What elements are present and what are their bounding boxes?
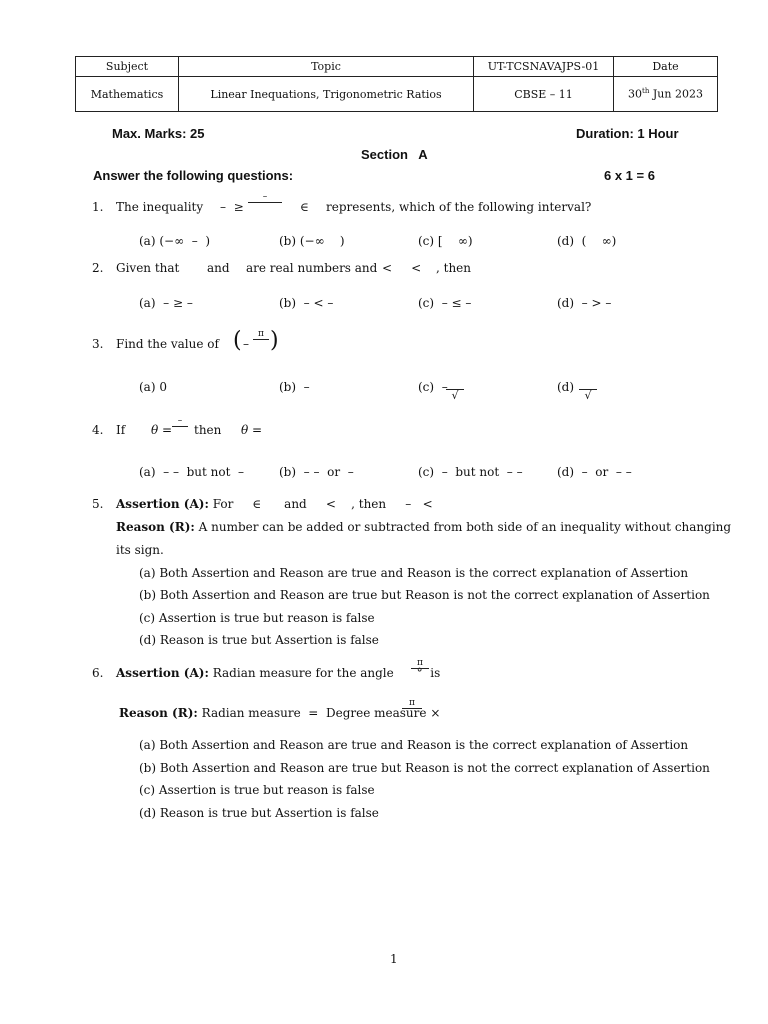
- marks-scheme: 6 x 1 = 6: [604, 168, 655, 183]
- q2-text-d: , then: [436, 261, 472, 275]
- q6-assertion: [116, 666, 440, 680]
- q5-number: 5.: [92, 497, 104, 511]
- q4-option-c: (c) – but not – –: [418, 465, 523, 479]
- q6-assertion-fraction: π: [411, 659, 429, 680]
- q6-option-c: (c) Assertion is true but reason is false: [139, 783, 375, 797]
- q5-option-a: (a) Both Assertion and Reason are true and Reason is the correct explanation of Assertion: [139, 566, 689, 580]
- q2-symbol: < <: [382, 261, 422, 275]
- q1-option-b: (b) (−∞ ): [279, 234, 345, 248]
- q2-option-b: (b) – < –: [279, 296, 334, 310]
- header-table: [75, 56, 718, 112]
- q2-text-b: and: [207, 261, 230, 275]
- q3-option-b: (b) –: [279, 380, 310, 394]
- q3-option-d: (d): [557, 380, 575, 394]
- q1-option-d: (d) ( ∞): [557, 234, 617, 248]
- topic-value: Linear Inequations, Trigonometric Ratios: [179, 77, 474, 112]
- q5-reason-label: Reason (R):: [116, 520, 195, 534]
- q3-option-c: (c) –: [418, 380, 448, 394]
- q5-reason-text: A number can be added or subtracted from both side of an inequality without changing: [194, 520, 732, 534]
- q4-rhs: θ =: [241, 423, 263, 437]
- q5-assertion-text: For ∈ and < , then – <: [208, 497, 433, 511]
- q3-left-paren: (: [233, 328, 242, 353]
- q1-text-start: The inequality: [116, 200, 204, 214]
- q6-assertion-text: Radian measure for the angle ° is: [208, 666, 441, 680]
- max-marks: Max. Marks: 25: [112, 126, 205, 141]
- q4-lhs: θ =: [151, 423, 173, 437]
- section-title: Section A: [361, 147, 428, 162]
- col-date-label: Date: [614, 57, 718, 77]
- q3-option-d-fraction: √: [579, 380, 597, 401]
- q2-text-c: are real numbers and: [246, 261, 378, 275]
- instruction: Answer the following questions:: [93, 168, 294, 183]
- q4-fraction: –: [172, 417, 188, 438]
- date-value: 30th Jun 2023: [614, 77, 718, 112]
- q6-option-b: (b) Both Assertion and Reason are true but Reason is not the correct explanation of Assertion: [139, 761, 710, 775]
- subject-value: Mathematics: [76, 77, 179, 112]
- col-topic-label: Topic: [179, 57, 474, 77]
- q4-then: then: [194, 423, 222, 437]
- col-subject-label: Subject: [76, 57, 179, 77]
- q1-symbol: – ≥: [220, 200, 244, 214]
- q2-number: 2.: [92, 261, 104, 275]
- q6-option-a: (a) Both Assertion and Reason are true and Reason is the correct explanation of Assertion: [139, 738, 689, 752]
- q5-option-d: (d) Reason is true but Assertion is false: [139, 633, 379, 647]
- q3-right-paren: ): [270, 328, 279, 353]
- q4-option-b: (b) – – or –: [279, 465, 354, 479]
- q3-option-a: (a) 0: [139, 380, 167, 394]
- q6-number: 6.: [92, 666, 104, 680]
- q1-option-a: (a) (−∞ – ): [139, 234, 211, 248]
- q4-if: If: [116, 423, 126, 437]
- q3-number: 3.: [92, 337, 104, 351]
- q5-option-c: (c) Assertion is true but reason is false: [139, 611, 375, 625]
- q5-reason-cont: its sign.: [116, 543, 164, 557]
- q3-text: Find the value of: [116, 337, 219, 351]
- q1-number: 1.: [92, 200, 104, 214]
- q5-assertion-label: Assertion (A):: [116, 497, 209, 511]
- q5-option-b: (b) Both Assertion and Reason are true but Reason is not the correct explanation of Assertion: [139, 588, 710, 602]
- q1-option-c: (c) [ ∞): [418, 234, 473, 248]
- q2-text-a: Given that: [116, 261, 180, 275]
- q4-number: 4.: [92, 423, 104, 437]
- q5-assertion: [116, 497, 433, 511]
- q4-option-a: (a) – – but not –: [139, 465, 245, 479]
- q6-reason-text: Radian measure = Degree measure ×: [197, 706, 441, 720]
- col-code-label: UT-TCSNAVAJPS-01: [474, 57, 614, 77]
- q1-element-of: ∈: [300, 200, 309, 214]
- q6-reason-label: Reason (R):: [119, 706, 198, 720]
- q4-option-d: (d) – or – –: [557, 465, 632, 479]
- q2-option-d: (d) – > –: [557, 296, 612, 310]
- q6-reason: [119, 706, 440, 720]
- code-value: CBSE – 11: [474, 77, 614, 112]
- q6-assertion-label: Assertion (A):: [116, 666, 209, 680]
- q1-fraction: –: [248, 193, 282, 214]
- q3-fraction: π: [253, 330, 269, 351]
- q6-reason-fraction: π: [402, 699, 422, 720]
- q2-option-a: (a) – ≥ –: [139, 296, 193, 310]
- q6-option-d: (d) Reason is true but Assertion is false: [139, 806, 379, 820]
- page-number: 1: [390, 952, 398, 966]
- q3-sign: –: [243, 337, 249, 351]
- q3-option-c-fraction: √: [446, 380, 464, 401]
- duration: Duration: 1 Hour: [576, 126, 679, 141]
- q2-option-c: (c) – ≤ –: [418, 296, 472, 310]
- q5-reason: [116, 520, 731, 534]
- q1-text-end: represents, which of the following interval?: [326, 200, 592, 214]
